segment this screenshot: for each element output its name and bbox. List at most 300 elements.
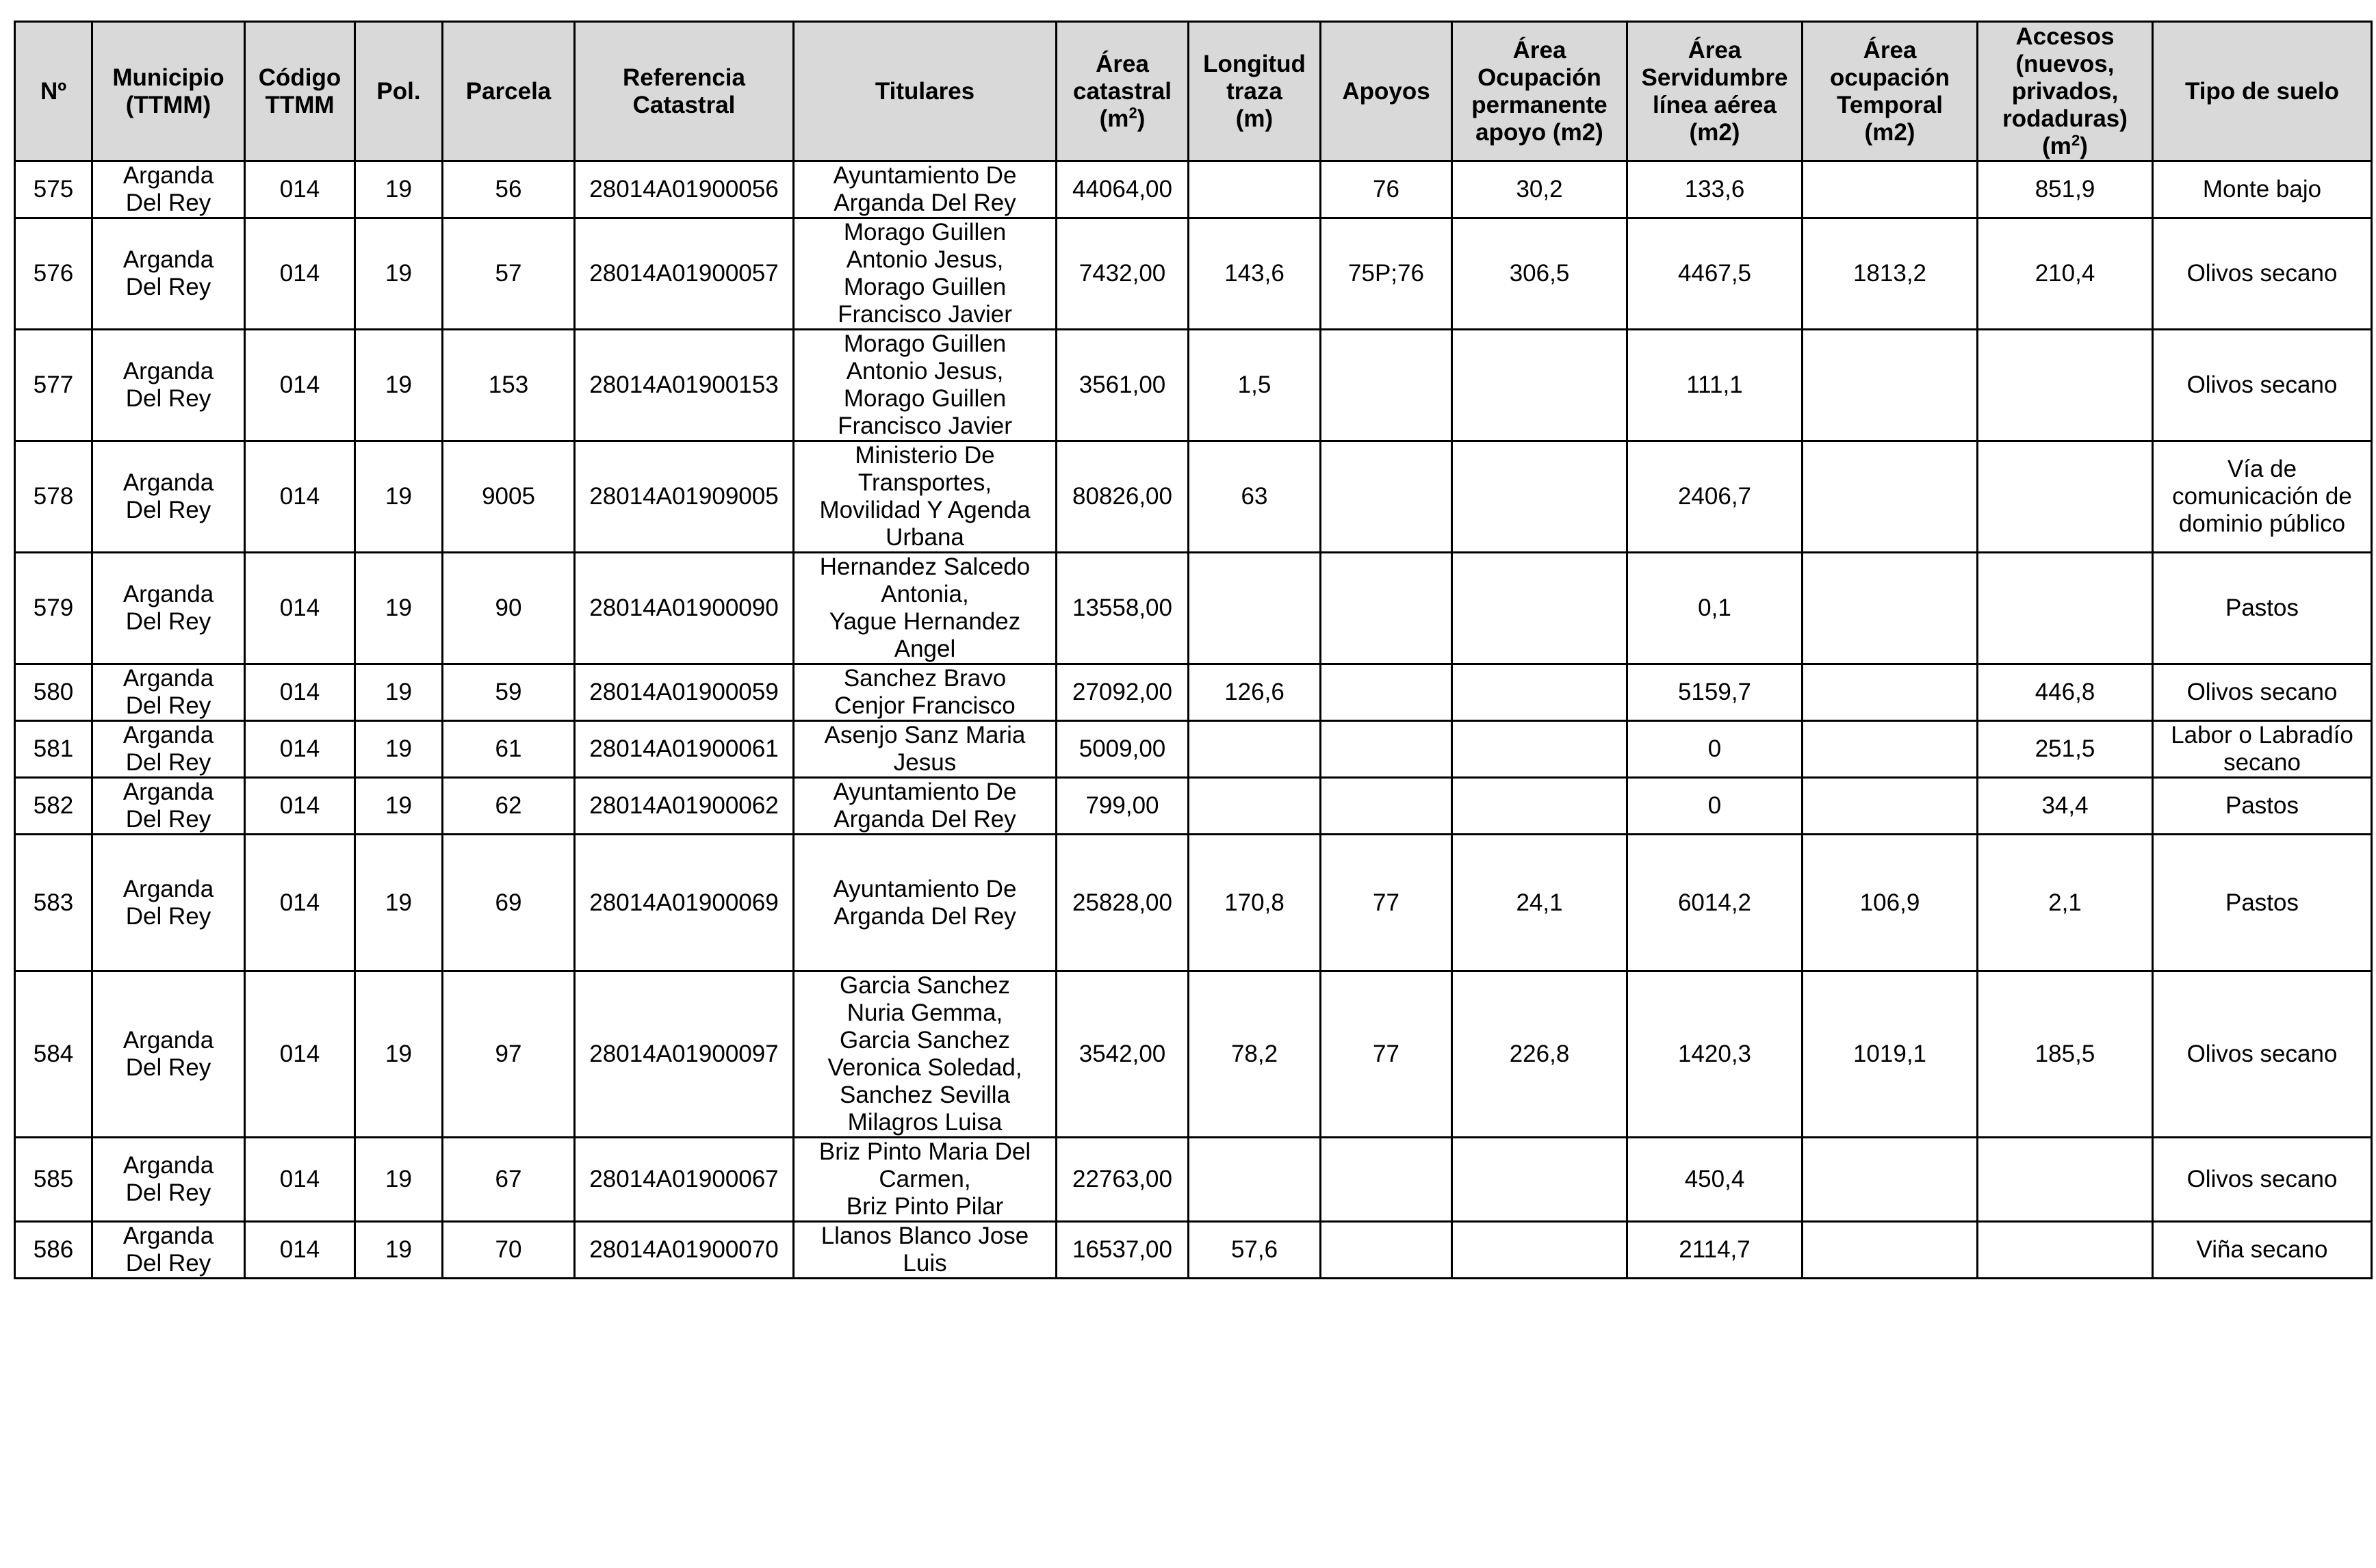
cell-n	[15, 835, 92, 971]
cell-area-ocup-temp	[1803, 1222, 1978, 1279]
cell-value: Olivos secano	[2186, 1041, 2338, 1067]
cell-codigo	[245, 553, 355, 664]
cell-value: 25828,00	[1072, 889, 1172, 916]
cell-municipio	[92, 441, 245, 553]
cell-value: 19	[385, 679, 412, 705]
cell-apoyos	[1321, 218, 1452, 330]
cell-codigo	[245, 218, 355, 330]
cell-area-servidumbre	[1627, 441, 1803, 553]
cell-longitud	[1189, 218, 1321, 330]
cell-area-catastral	[1057, 971, 1189, 1138]
cell-area-catastral	[1057, 1222, 1189, 1279]
cell-area-ocup-perm	[1452, 218, 1627, 330]
cell-value: Olivos secano	[2186, 260, 2338, 287]
cell-value: 014	[279, 594, 320, 621]
cell-value: 583	[33, 889, 74, 916]
cell-value: Morago Guillen Antonio Jesus, Morago Guillen Francisco Javier	[838, 330, 1012, 439]
header-area-servidumbre: Área Servidumbre línea aérea (m2)	[1627, 22, 1803, 161]
cell-value: 133,6	[1684, 176, 1745, 202]
cell-value: 19	[385, 889, 412, 916]
cell-value: 1420,3	[1677, 1041, 1752, 1067]
cell-value: 16537,00	[1072, 1236, 1172, 1263]
cell-municipio	[92, 553, 245, 664]
cell-area-catastral	[1057, 721, 1189, 778]
cell-value: 30,2	[1516, 176, 1563, 202]
cell-value: 014	[279, 679, 320, 705]
cell-area-ocup-temp	[1803, 664, 1978, 721]
table-row	[15, 441, 2372, 553]
cell-area-ocup-temp	[1803, 835, 1978, 971]
cell-codigo	[245, 330, 355, 441]
cell-value: 62	[495, 792, 522, 819]
cell-n	[15, 441, 92, 553]
cell-titulares	[794, 1138, 1057, 1222]
cell-apoyos	[1321, 971, 1452, 1138]
cell-value: 3561,00	[1079, 371, 1166, 398]
cell-accesos	[1978, 721, 2153, 778]
cell-area-catastral	[1057, 778, 1189, 835]
cell-longitud	[1189, 664, 1321, 721]
cell-value: 446,8	[2035, 679, 2095, 705]
cell-value: 2406,7	[1677, 483, 1752, 510]
cell-municipio	[92, 218, 245, 330]
header-codigo: Código TTMM	[245, 22, 355, 161]
cell-referencia	[575, 1138, 794, 1222]
cell-value: Pastos	[2225, 889, 2299, 916]
cell-value: 19	[385, 371, 412, 398]
cell-value: Monte bajo	[2202, 176, 2322, 202]
cell-value: 851,9	[2035, 176, 2095, 202]
cell-area-ocup-temp	[1803, 441, 1978, 553]
cell-area-ocup-perm	[1452, 330, 1627, 441]
cell-value: Arganda Del Rey	[122, 722, 214, 776]
cell-n	[15, 161, 92, 218]
cell-value: 19	[385, 176, 412, 202]
cell-parcela	[443, 1138, 575, 1222]
cell-value: 28014A01909005	[589, 483, 779, 510]
cell-value: 585	[33, 1166, 74, 1192]
cell-value: Ayuntamiento De Arganda Del Rey	[833, 162, 1017, 216]
cell-referencia	[575, 553, 794, 664]
cell-value: 19	[385, 1236, 412, 1263]
cell-area-servidumbre	[1627, 835, 1803, 971]
cell-parcela	[443, 553, 575, 664]
header-referencia: Referencia Catastral	[575, 22, 794, 161]
cell-longitud	[1189, 330, 1321, 441]
cell-area-servidumbre	[1627, 721, 1803, 778]
cell-value: 28014A01900090	[589, 594, 779, 621]
cell-titulares	[794, 161, 1057, 218]
cell-value: 581	[33, 735, 74, 762]
cell-value: Arganda Del Rey	[122, 1027, 214, 1081]
table-row	[15, 835, 2372, 971]
cell-apoyos	[1321, 721, 1452, 778]
cell-value: 014	[279, 483, 320, 510]
cell-referencia	[575, 778, 794, 835]
cell-municipio	[92, 971, 245, 1138]
cell-area-ocup-perm	[1452, 1222, 1627, 1279]
header-longitud: Longitud traza (m)	[1189, 22, 1321, 161]
cell-municipio	[92, 1138, 245, 1222]
table-row	[15, 778, 2372, 835]
cell-codigo	[245, 835, 355, 971]
cell-municipio	[92, 835, 245, 971]
cell-value: 59	[495, 679, 522, 705]
table-row	[15, 1222, 2372, 1279]
header-apoyos: Apoyos	[1321, 22, 1452, 161]
table-row	[15, 1138, 2372, 1222]
cell-apoyos	[1321, 664, 1452, 721]
cell-value: 582	[33, 792, 74, 819]
cell-titulares	[794, 835, 1057, 971]
cell-value: 106,9	[1859, 889, 1920, 916]
cell-area-servidumbre	[1627, 161, 1803, 218]
cell-area-ocup-perm	[1452, 778, 1627, 835]
cell-pol	[355, 553, 443, 664]
cell-value: 584	[33, 1041, 74, 1067]
cell-tipo-suelo	[2153, 1138, 2372, 1222]
cell-value: 27092,00	[1072, 679, 1172, 705]
cell-area-catastral	[1057, 553, 1189, 664]
cell-tipo-suelo	[2153, 1222, 2372, 1279]
cell-area-ocup-temp	[1803, 218, 1978, 330]
cell-value: 586	[33, 1236, 74, 1263]
cell-pol	[355, 161, 443, 218]
cell-value: 19	[385, 792, 412, 819]
cell-area-servidumbre	[1627, 330, 1803, 441]
cell-value: Arganda Del Rey	[122, 665, 214, 719]
cell-titulares	[794, 721, 1057, 778]
cell-value: 28014A01900056	[589, 176, 779, 202]
cell-value: 014	[279, 176, 320, 202]
cell-longitud	[1189, 778, 1321, 835]
cell-parcela	[443, 330, 575, 441]
cell-municipio	[92, 330, 245, 441]
cell-referencia	[575, 161, 794, 218]
cell-codigo	[245, 441, 355, 553]
cell-value: Ministerio De Transportes, Movilidad Y Agenda Urbana	[819, 442, 1031, 551]
cell-referencia	[575, 218, 794, 330]
cell-value: 9005	[482, 483, 535, 510]
cell-value: 1,5	[1237, 371, 1271, 398]
cell-municipio	[92, 664, 245, 721]
cell-area-catastral	[1057, 835, 1189, 971]
cell-referencia	[575, 1222, 794, 1279]
cell-value: 69	[495, 889, 522, 916]
cell-value: 19	[385, 594, 412, 621]
cell-parcela	[443, 161, 575, 218]
cell-area-servidumbre	[1627, 971, 1803, 1138]
cell-titulares	[794, 778, 1057, 835]
table-body	[15, 161, 2372, 1279]
cell-value: 28014A01900059	[589, 679, 779, 705]
cell-n	[15, 971, 92, 1138]
cell-value: 76	[1373, 176, 1399, 202]
cell-area-ocup-perm	[1452, 441, 1627, 553]
cell-value: Olivos secano	[2186, 679, 2338, 705]
cell-value: Asenjo Sanz Maria Jesus	[824, 722, 1026, 776]
cell-longitud	[1189, 161, 1321, 218]
cell-value: 1019,1	[1852, 1041, 1927, 1067]
cell-value: Olivos secano	[2186, 371, 2338, 398]
header-pol: Pol.	[355, 22, 443, 161]
cell-value: 44064,00	[1072, 176, 1172, 202]
cell-value: Olivos secano	[2186, 1166, 2338, 1192]
table-row	[15, 330, 2372, 441]
cell-value: 56	[495, 176, 522, 202]
cell-value: 28014A01900062	[589, 792, 779, 819]
cell-longitud	[1189, 835, 1321, 971]
cell-value: 19	[385, 1166, 412, 1192]
cell-value: 19	[385, 483, 412, 510]
cell-value: Pastos	[2225, 594, 2299, 621]
cell-area-ocup-perm	[1452, 971, 1627, 1138]
cell-value: 0	[1707, 792, 1722, 819]
cell-value: 126,6	[1224, 679, 1284, 705]
cell-parcela	[443, 441, 575, 553]
cell-n	[15, 1138, 92, 1222]
cell-accesos	[1978, 330, 2153, 441]
header-area-ocupacion-temporal: Área ocupación Temporal (m2)	[1803, 22, 1978, 161]
cell-referencia	[575, 835, 794, 971]
cell-value: 28014A01900067	[589, 1166, 779, 1192]
table-row	[15, 721, 2372, 778]
cell-value: Arganda Del Rey	[122, 779, 214, 833]
cell-referencia	[575, 330, 794, 441]
cell-value: 799,00	[1085, 792, 1159, 819]
cell-value: Pastos	[2225, 792, 2299, 819]
table-row	[15, 218, 2372, 330]
cell-accesos	[1978, 161, 2153, 218]
cell-value: 19	[385, 1041, 412, 1067]
cell-value: 5159,7	[1677, 679, 1752, 705]
cell-value: 6014,2	[1677, 889, 1752, 916]
header-parcela: Parcela	[443, 22, 575, 161]
cell-pol	[355, 1138, 443, 1222]
cell-area-ocup-perm	[1452, 1138, 1627, 1222]
cell-accesos	[1978, 218, 2153, 330]
header-row	[15, 22, 2372, 161]
cell-municipio	[92, 161, 245, 218]
cell-pol	[355, 441, 443, 553]
cell-codigo	[245, 1222, 355, 1279]
cell-value: Arganda Del Rey	[122, 875, 214, 930]
cell-pol	[355, 218, 443, 330]
cell-n	[15, 721, 92, 778]
header-titulares: Titulares	[794, 22, 1057, 161]
cell-value: 014	[279, 371, 320, 398]
cell-tipo-suelo	[2153, 218, 2372, 330]
cell-value: 57,6	[1230, 1236, 1278, 1263]
cell-value: 3542,00	[1079, 1041, 1166, 1067]
cell-area-servidumbre	[1627, 553, 1803, 664]
cell-value: 77	[1373, 889, 1399, 916]
cell-area-ocup-temp	[1803, 330, 1978, 441]
cell-accesos	[1978, 664, 2153, 721]
cell-accesos	[1978, 971, 2153, 1138]
cell-tipo-suelo	[2153, 778, 2372, 835]
cell-codigo	[245, 971, 355, 1138]
cell-area-ocup-temp	[1803, 721, 1978, 778]
cell-value: 78,2	[1230, 1041, 1278, 1067]
cell-value: 77	[1373, 1041, 1399, 1067]
cell-tipo-suelo	[2153, 161, 2372, 218]
cell-value: 014	[279, 792, 320, 819]
cell-value: 24,1	[1516, 889, 1563, 916]
cell-parcela	[443, 664, 575, 721]
cell-value: 0	[1707, 735, 1722, 762]
cell-area-ocup-perm	[1452, 664, 1627, 721]
cell-area-catastral	[1057, 161, 1189, 218]
cell-parcela	[443, 971, 575, 1138]
cell-value: 450,4	[1684, 1166, 1745, 1192]
cell-value: 34,4	[2041, 792, 2089, 819]
cell-tipo-suelo	[2153, 330, 2372, 441]
cell-codigo	[245, 664, 355, 721]
cell-value: 28014A01900057	[589, 260, 779, 287]
cell-value: 5009,00	[1079, 735, 1166, 762]
cell-referencia	[575, 664, 794, 721]
header-area-ocupacion-permanente: Área Ocupación permanente apoyo (m2)	[1452, 22, 1627, 161]
cell-area-catastral	[1057, 218, 1189, 330]
cell-parcela	[443, 218, 575, 330]
cell-value: 210,4	[2035, 260, 2095, 287]
cell-value: 2114,7	[1679, 1236, 1751, 1263]
cell-accesos	[1978, 835, 2153, 971]
cell-area-catastral	[1057, 1138, 1189, 1222]
cell-value: 014	[279, 1041, 320, 1067]
cell-value: 28014A01900069	[589, 889, 779, 916]
cell-parcela	[443, 721, 575, 778]
cell-value: 4467,5	[1677, 260, 1752, 287]
cell-tipo-suelo	[2153, 664, 2372, 721]
cell-value: Hernandez Salcedo Antonia, Yague Hernandez Angel	[819, 553, 1031, 662]
cell-area-ocup-temp	[1803, 161, 1978, 218]
cell-pol	[355, 1222, 443, 1279]
cell-value: Morago Guillen Antonio Jesus, Morago Guillen Francisco Javier	[838, 219, 1012, 328]
header-n: Nº	[15, 22, 92, 161]
cell-pol	[355, 721, 443, 778]
cell-value: 7432,00	[1079, 260, 1166, 287]
cell-value: 014	[279, 735, 320, 762]
cell-value: 575	[33, 176, 74, 202]
cell-area-catastral	[1057, 441, 1189, 553]
cell-value: 251,5	[2035, 735, 2095, 762]
cell-value: 22763,00	[1072, 1166, 1172, 1192]
cell-accesos	[1978, 778, 2153, 835]
cell-value: 578	[33, 483, 74, 510]
cell-value: 014	[279, 889, 320, 916]
cell-accesos	[1978, 553, 2153, 664]
cell-area-servidumbre	[1627, 218, 1803, 330]
cell-value: 28014A01900061	[589, 735, 779, 762]
header-municipio: Municipio (TTMM)	[92, 22, 245, 161]
cell-value: 014	[279, 1166, 320, 1192]
cell-tipo-suelo	[2153, 721, 2372, 778]
cell-value: Arganda Del Rey	[122, 358, 214, 412]
table-row	[15, 664, 2372, 721]
header-area-catastral: Área catastral $(m^2)$	[1057, 22, 1189, 161]
cell-municipio	[92, 721, 245, 778]
cell-value: Briz Pinto Maria Del Carmen, Briz Pinto Pilar	[818, 1138, 1031, 1220]
cell-area-servidumbre	[1627, 1138, 1803, 1222]
cell-area-ocup-temp	[1803, 1138, 1978, 1222]
cell-area-ocup-perm	[1452, 553, 1627, 664]
cell-value: Ayuntamiento De Arganda Del Rey	[833, 875, 1017, 930]
cell-value: Arganda Del Rey	[122, 581, 214, 635]
cell-titulares	[794, 1222, 1057, 1279]
cell-value: Arganda Del Rey	[122, 1152, 214, 1206]
cell-codigo	[245, 721, 355, 778]
cell-area-ocup-temp	[1803, 971, 1978, 1138]
cell-parcela	[443, 1222, 575, 1279]
cell-value: 19	[385, 735, 412, 762]
cell-value: Arganda Del Rey	[122, 469, 214, 523]
table-row	[15, 161, 2372, 218]
cell-longitud	[1189, 1222, 1321, 1279]
cell-value: 19	[385, 260, 412, 287]
cell-value: 13558,00	[1072, 594, 1172, 621]
cell-value: 80826,00	[1072, 483, 1172, 510]
cell-codigo	[245, 778, 355, 835]
cell-apoyos	[1321, 1138, 1452, 1222]
cell-n	[15, 330, 92, 441]
table-row	[15, 971, 2372, 1138]
cell-value: Labor o Labradío secano	[2171, 722, 2353, 776]
cell-apoyos	[1321, 161, 1452, 218]
cell-codigo	[245, 161, 355, 218]
cell-pol	[355, 971, 443, 1138]
cell-value: 1813,2	[1852, 260, 1927, 287]
cell-value: Arganda Del Rey	[122, 246, 214, 300]
cell-longitud	[1189, 553, 1321, 664]
cell-value: 143,6	[1224, 260, 1284, 287]
cell-n	[15, 1222, 92, 1279]
cell-referencia	[575, 441, 794, 553]
cell-value: 0,1	[1698, 594, 1731, 621]
cell-parcela	[443, 835, 575, 971]
parcel-table	[14, 21, 2373, 1279]
cell-apoyos	[1321, 553, 1452, 664]
cell-titulares	[794, 971, 1057, 1138]
cell-apoyos	[1321, 441, 1452, 553]
cell-n	[15, 664, 92, 721]
header-accesos: Accesos (nuevos, privados, rodaduras) $(m^2)$	[1978, 22, 2153, 161]
cell-apoyos	[1321, 330, 1452, 441]
cell-tipo-suelo	[2153, 971, 2372, 1138]
cell-titulares	[794, 218, 1057, 330]
cell-area-ocup-temp	[1803, 778, 1978, 835]
cell-area-ocup-perm	[1452, 835, 1627, 971]
cell-area-servidumbre	[1627, 778, 1803, 835]
cell-accesos	[1978, 441, 2153, 553]
cell-value: Llanos Blanco Jose Luis	[821, 1223, 1029, 1277]
cell-n	[15, 553, 92, 664]
cell-pol	[355, 664, 443, 721]
header-tipo-suelo: Tipo de suelo	[2153, 22, 2372, 161]
cell-value: Arganda Del Rey	[122, 1223, 214, 1277]
cell-municipio	[92, 1222, 245, 1279]
cell-area-ocup-perm	[1452, 721, 1627, 778]
cell-value: 28014A01900153	[589, 371, 779, 398]
cell-area-catastral	[1057, 330, 1189, 441]
cell-longitud	[1189, 441, 1321, 553]
cell-value: 57	[495, 260, 522, 287]
cell-value: 111,1	[1686, 371, 1743, 398]
cell-referencia	[575, 721, 794, 778]
cell-titulares	[794, 553, 1057, 664]
cell-area-servidumbre	[1627, 1222, 1803, 1279]
